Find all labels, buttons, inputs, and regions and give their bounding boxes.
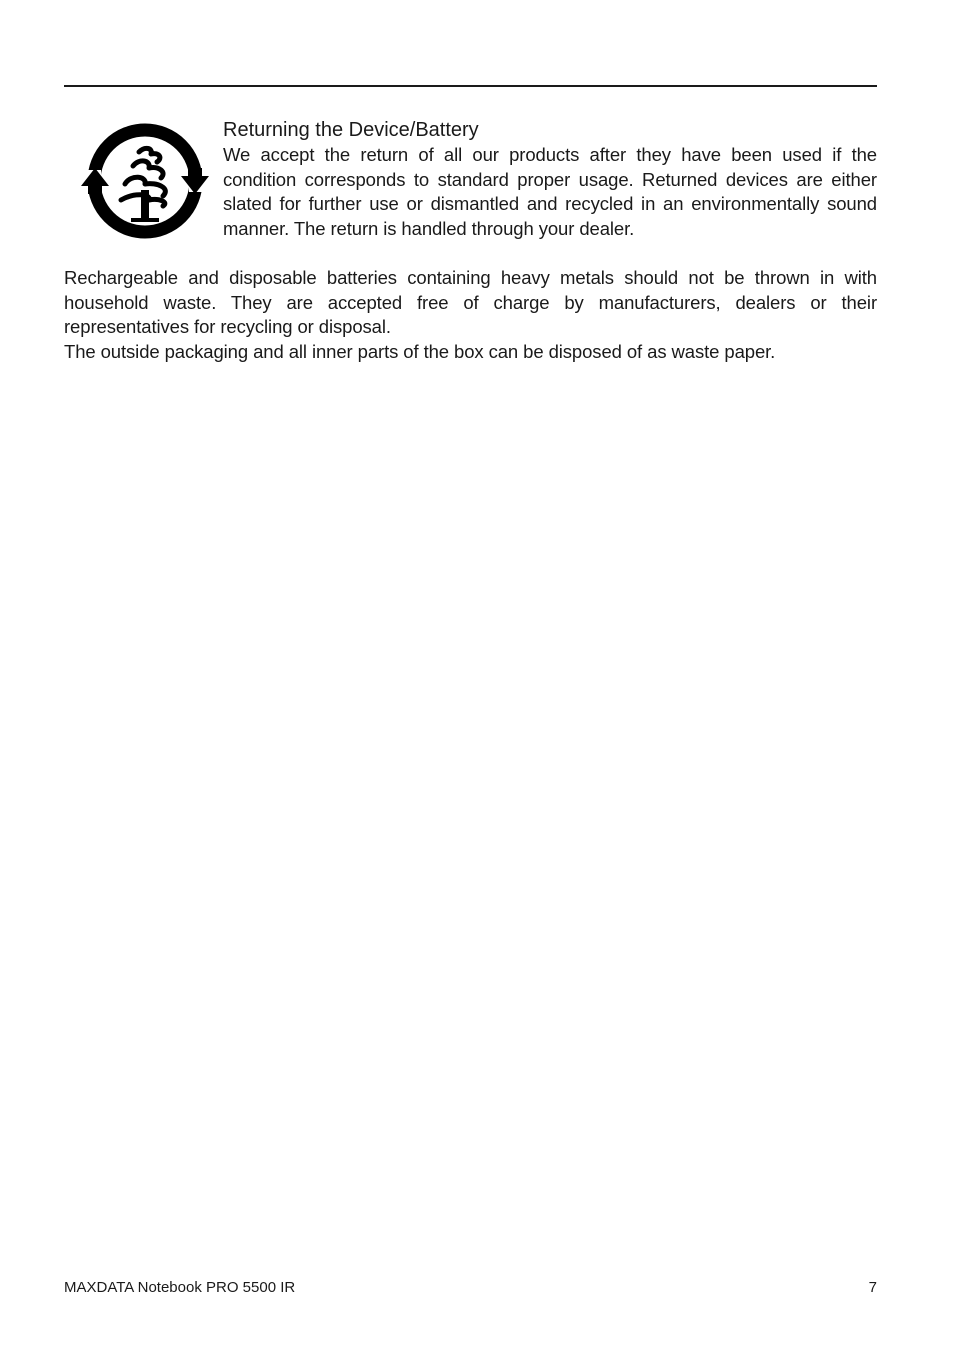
- returning-section: [223, 117, 877, 241]
- battery-disposal-paragraph: Rechargeable and disposable batteries containing heavy metals should not be thrown in with household waste. They are accepted free of charge by manufacturers, dealers or their representatives for recycling or disposal.: [64, 267, 877, 338]
- intro-paragraph: We accept the return of all our products after they have been used if the condition corresponds to standard proper usage. Returned devices are either slated for further use or dismantled and recycled in an environmentally sound manner. The return is handled through your dealer.: [223, 144, 877, 239]
- packaging-disposal-paragraph: The outside packaging and all inner parts of the box can be disposed of as waste paper.: [64, 340, 776, 362]
- header-divider: [64, 85, 877, 87]
- page-number: 7: [868, 1279, 877, 1296]
- recycling-tree-icon: [79, 120, 211, 242]
- disposal-section: [64, 266, 877, 364]
- section-heading: Returning the Device/Battery: [223, 119, 479, 141]
- footer-document-title: MAXDATA Notebook PRO 5500 IR: [64, 1279, 296, 1296]
